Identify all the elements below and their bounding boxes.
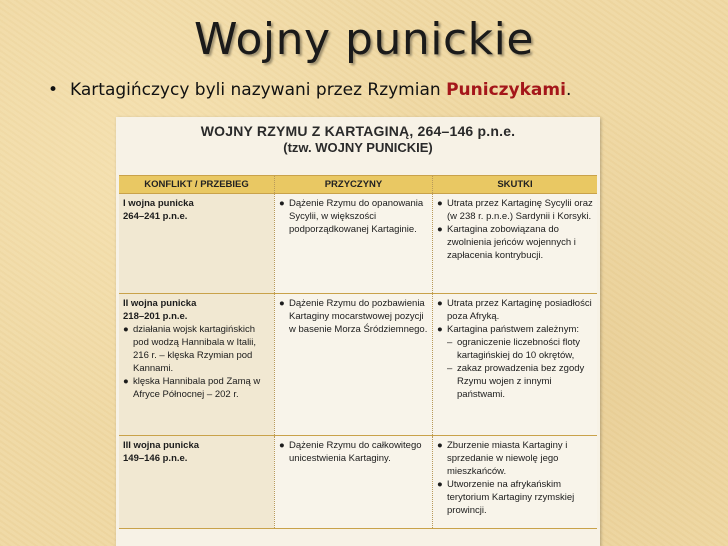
bullet-highlight: Puniczykami (446, 80, 566, 100)
conflict-dates: 264–241 p.n.e. (123, 211, 188, 222)
effect-item (437, 478, 593, 517)
conflict-cell (119, 294, 274, 435)
bullet-dot: ● (437, 198, 443, 209)
conflict-dates: 218–201 p.n.e. (123, 311, 188, 322)
bullet-dot: ● (437, 298, 443, 309)
effect-item-text: Utrata przez Kartaginę Sycylii oraz (w 238 r. p.n.e.) Sardynii i Korsyki. (447, 198, 593, 222)
table-row (119, 294, 597, 436)
effect-subitem (437, 336, 593, 362)
effect-item (437, 439, 593, 478)
table-grid (119, 175, 597, 529)
bullet-dot: ● (279, 198, 285, 209)
bullet-dot: ● (279, 440, 285, 451)
effect-item-text: Kartagina państwem zależnym: (447, 324, 580, 335)
effects-cell (432, 194, 597, 293)
cause-item (279, 439, 428, 465)
header-causes: PRZYCZYNY (274, 176, 432, 193)
bullet-end: . (565, 80, 572, 100)
slide-title: Wojny punickie (194, 14, 534, 65)
table-subtitle: (tzw. WOJNY PUNICKIE) (283, 140, 433, 155)
bullet-line (48, 80, 571, 100)
effect-subitem-text: ograniczenie liczebności floty kartagińskiej do 10 okrętów, (457, 337, 581, 361)
cause-item-text: Dążenie Rzymu do opanowania Sycylii, w większości podporządkowanej Kartaginie. (289, 198, 424, 235)
table-title: WOJNY RZYMU Z KARTAGINĄ, 264–146 p.n.e. (200, 123, 516, 139)
table-header-row (119, 176, 597, 194)
conflict-cell (119, 194, 274, 293)
effect-subitem-text: zakaz prowadzenia bez zgody Rzymu wojen z innymi państwami. (457, 363, 585, 400)
effect-item (437, 323, 593, 336)
bullet-dot: ● (279, 298, 285, 309)
conflict-name: III wojna punicka (123, 440, 200, 451)
conflict-name: I wojna punicka (123, 198, 194, 209)
cause-item-text: Dążenie Rzymu do pozbawienia Kartaginy mocarstwowej pozycji w basenie Morza Śródziemnego. (289, 298, 428, 335)
bullet-dot: ● (437, 440, 443, 451)
bullet-text: Kartagińczycy byli nazywani przez Rzymian (70, 80, 447, 100)
conflict-dates: 149–146 p.n.e. (123, 453, 188, 464)
causes-cell (274, 194, 432, 293)
bullet-dot: ● (437, 224, 443, 235)
header-conflict: KONFLIKT / PRZEBIEG (144, 179, 249, 190)
dash-mark: – (447, 337, 453, 348)
bullet-dot: • (48, 80, 59, 100)
effects-cell (432, 294, 597, 435)
effect-subitem (437, 362, 593, 401)
conflict-cell (119, 436, 274, 528)
conflict-item (123, 375, 270, 401)
effects-cell (432, 436, 597, 528)
conflict-item-text: klęska Hannibala pod Zamą w Afryce Północnej – 202 r. (133, 376, 261, 400)
table-row (119, 436, 597, 529)
table-row (119, 194, 597, 294)
conflict-name: II wojna punicka (123, 298, 197, 309)
bullet-dot: ● (437, 324, 443, 335)
table-body (119, 194, 597, 529)
punic-wars-table-image (116, 117, 600, 546)
effect-item (437, 223, 593, 262)
bullet-dot: ● (123, 376, 129, 387)
effect-item (437, 197, 593, 223)
conflict-item (123, 323, 270, 375)
bullet-dot: ● (437, 479, 443, 490)
effect-item (437, 297, 593, 323)
causes-cell (274, 294, 432, 435)
effect-item-text: Utworzenie na afrykańskim terytorium Kartaginy rzymskiej prowincji. (447, 479, 575, 516)
dash-mark: – (447, 363, 453, 374)
effect-item-text: Zburzenie miasta Kartaginy i sprzedanie w niewolę jego mieszkańców. (447, 440, 568, 477)
bullet-dot: ● (123, 324, 129, 335)
conflict-item-text: działania wojsk kartagińskich pod wodzą Hannibala w Italii, 216 r. – klęska Rzymian pod Kannami. (133, 324, 257, 374)
header-effects: SKUTKI (432, 176, 597, 193)
causes-cell (274, 436, 432, 528)
cause-item (279, 197, 428, 236)
cause-item-text: Dążenie Rzymu do całkowitego unicestwienia Kartaginy. (289, 440, 422, 464)
cause-item (279, 297, 428, 336)
effect-item-text: Kartagina zobowiązana do zwolnienia jeńców wojennych i zapłacenia kontrybucji. (447, 224, 576, 261)
effect-item-text: Utrata przez Kartaginę posiadłości poza Afryką. (447, 298, 592, 322)
